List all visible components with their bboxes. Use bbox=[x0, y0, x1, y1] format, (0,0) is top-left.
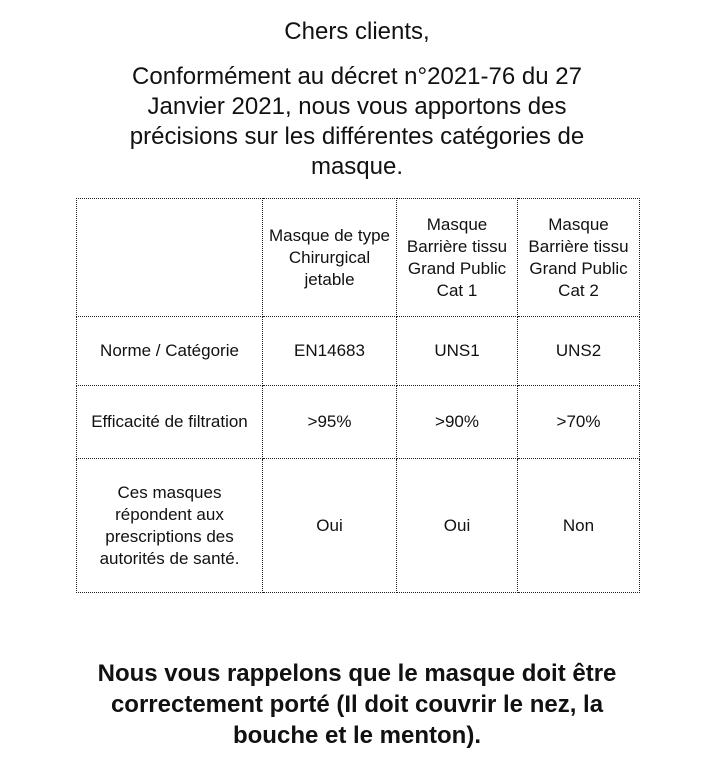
mask-categories-table bbox=[76, 198, 640, 593]
cell-value: >70% bbox=[518, 386, 640, 459]
cell-value: UNS2 bbox=[518, 317, 640, 386]
header-empty-cell bbox=[77, 199, 263, 317]
header-surgical-mask: Masque de type Chirurgical jetable bbox=[263, 199, 397, 317]
greeting-heading: Chers clients, bbox=[284, 18, 430, 45]
reminder-notice: Nous vous rappelons que le masque doit être correctement porté (Il doit couvrir le nez, la bouche et le menton). bbox=[97, 660, 617, 749]
cell-value: EN14683 bbox=[263, 317, 397, 386]
row-label: Norme / Catégorie bbox=[77, 317, 263, 386]
table-row-norme bbox=[77, 317, 640, 386]
table-header-row bbox=[77, 199, 640, 317]
header-fabric-mask-cat2: Masque Barrière tissu Grand Public Cat 2 bbox=[518, 199, 640, 317]
cell-value: >95% bbox=[263, 386, 397, 459]
cell-value: Oui bbox=[263, 459, 397, 593]
cell-value: Oui bbox=[397, 459, 518, 593]
row-label: Efficacité de filtration bbox=[77, 386, 263, 459]
header-fabric-mask-cat1: Masque Barrière tissu Grand Public Cat 1 bbox=[397, 199, 518, 317]
table-row-prescriptions bbox=[77, 459, 640, 593]
cell-value: >90% bbox=[397, 386, 518, 459]
cell-value: Non bbox=[518, 459, 640, 593]
table-row-filtration bbox=[77, 386, 640, 459]
row-label: Ces masques répondent aux prescriptions des autorités de santé. bbox=[77, 459, 263, 593]
intro-paragraph: Conformément au décret n°2021-76 du 27 Janvier 2021, nous vous apportons des précisions sur les différentes catégories de masque. bbox=[129, 63, 585, 180]
cell-value: UNS1 bbox=[397, 317, 518, 386]
